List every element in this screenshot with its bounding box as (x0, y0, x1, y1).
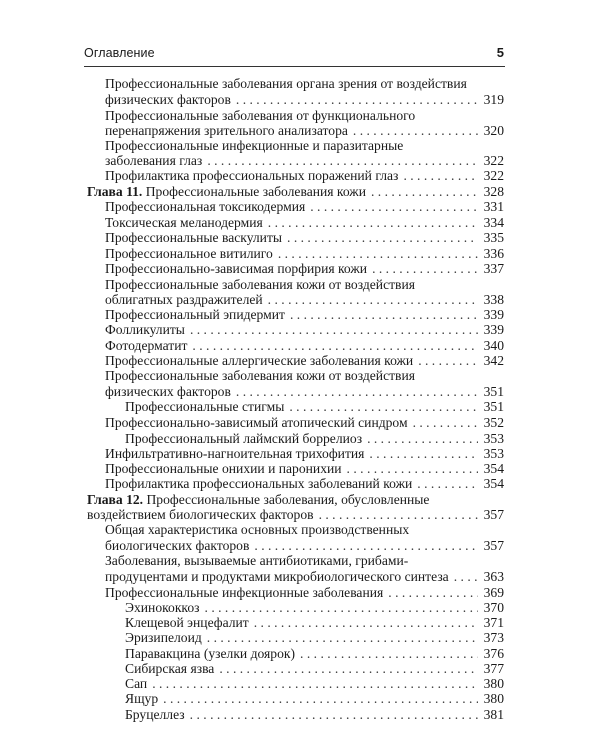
dot-leader (254, 538, 478, 554)
toc-entry-line (105, 415, 504, 431)
toc-page-number: 351 (483, 384, 504, 399)
toc-entry-title (125, 630, 202, 646)
toc-entry-line (105, 215, 504, 231)
toc-entry-text: физических факторов (105, 384, 231, 399)
dot-leader (347, 461, 478, 477)
dot-leader (454, 569, 478, 585)
dot-leader (236, 384, 478, 400)
toc-page-number: 363 (483, 569, 504, 584)
toc-entry-title (105, 199, 305, 215)
running-header-title: Оглавление (84, 46, 155, 60)
toc-entry-line (105, 476, 504, 492)
toc-entry-text: Паравакцина (узелки доярок) (125, 646, 296, 661)
toc-entry-title (125, 600, 200, 616)
toc-page-number: 319 (483, 92, 504, 107)
toc-entry-title (105, 384, 231, 400)
dot-leader (418, 353, 478, 369)
dot-leader (207, 630, 478, 646)
toc-page-number: 322 (483, 153, 504, 168)
toc-page-number: 335 (483, 230, 504, 245)
dot-leader (388, 585, 478, 601)
toc-entry-line (125, 600, 504, 616)
toc-entry-title (105, 246, 273, 262)
toc-entry-title (125, 707, 185, 723)
dot-leader (367, 431, 478, 447)
toc-entry-title (105, 153, 202, 169)
page-number: 5 (496, 45, 504, 60)
toc-entry-line (105, 307, 504, 323)
toc-entry-line (105, 108, 415, 124)
toc-entry-title (105, 138, 403, 153)
toc-entry-text: Бруцеллез (125, 707, 185, 722)
dot-leader (152, 676, 478, 692)
toc-entry-text: Профессиональные стигмы (125, 399, 285, 414)
toc-entry-line (125, 691, 504, 707)
toc-entry-text: Заболевания, вызываемые антибиотиками, грибами- (105, 553, 409, 568)
toc-entry-line (105, 461, 504, 477)
toc-entry-line (105, 522, 409, 538)
toc-entry-text: облигатных раздражителей (105, 292, 263, 307)
dot-leader (287, 230, 478, 246)
chapter-number: Глава 12. (87, 492, 147, 507)
toc-page-number: 381 (483, 707, 504, 722)
dot-leader (254, 615, 478, 631)
toc-entry-text: Профессиональные аллергические заболевания кожи (105, 353, 414, 368)
toc-entry-title (125, 661, 214, 677)
dot-leader (219, 661, 478, 677)
toc-entry-text: Профессиональные заболевания кожи от воздействия (105, 368, 415, 383)
dot-leader (207, 153, 478, 169)
toc-entry-line (105, 292, 504, 308)
toc-page-number: 380 (483, 676, 504, 691)
toc-entry-text: Профессиональные заболевания кожи от воздействия (105, 277, 415, 292)
toc-entry-line (105, 168, 504, 184)
toc-entry-title (105, 353, 413, 369)
toc-entry-text: Профессионально-зависимая порфирия кожи (105, 261, 368, 276)
toc-entry-line (105, 199, 504, 215)
toc-entry-line (105, 246, 504, 262)
toc-page-number: 328 (483, 184, 504, 199)
toc-page-number: 322 (483, 168, 504, 183)
toc-page-number: 352 (483, 415, 504, 430)
toc-entry-text: Профессиональные онихии и паронихии (105, 461, 342, 476)
toc-entry-line (125, 646, 504, 662)
toc-entry-title (105, 261, 367, 277)
toc-entry-title (105, 461, 342, 477)
toc-entry-title (105, 292, 263, 308)
toc-entry-text: заболевания глаз (105, 153, 203, 168)
dot-leader (290, 307, 478, 323)
toc-entry-text: физических факторов (105, 92, 231, 107)
toc-entry-title (105, 368, 415, 383)
toc-entry-text: Профессиональные заболевания кожи (145, 184, 366, 199)
toc-entry-title (105, 168, 398, 184)
toc-page-number: 351 (483, 399, 504, 414)
toc-entry-line (105, 230, 504, 246)
dot-leader (372, 261, 478, 277)
toc-entry-title (125, 691, 158, 707)
toc-entry-title (105, 476, 412, 492)
dot-leader (403, 168, 478, 184)
toc-entry-title (125, 615, 249, 631)
toc-entry-text: Фолликулиты (105, 322, 185, 337)
toc-page-number: 337 (483, 261, 504, 276)
toc-entry-title (125, 646, 295, 662)
dot-leader (413, 415, 478, 431)
toc-entry-title (105, 123, 348, 139)
toc-page-number: 376 (483, 646, 504, 661)
toc-entry-title (125, 431, 362, 447)
header-rule (84, 66, 505, 67)
dot-leader (300, 646, 478, 662)
toc-entry-title (125, 676, 147, 692)
toc-entry-title (105, 322, 185, 338)
toc-entry-line (105, 553, 408, 569)
toc-entry-text: Клещевой энцефалит (125, 615, 249, 630)
toc-entry-text: биологических факторов (105, 538, 250, 553)
toc-entry-text: Профессиональные заболевания от функционального (105, 108, 416, 123)
toc-page-number: 357 (483, 507, 504, 522)
toc-entry-title (87, 184, 366, 200)
toc-entry-line (105, 123, 504, 139)
dot-leader (236, 92, 478, 108)
toc-chapter-line (87, 492, 429, 508)
toc-entry-title (105, 215, 263, 231)
toc-entry-text: Сибирская язва (125, 661, 215, 676)
toc-entry-text: Профилактика профессиональных поражений глаз (105, 168, 399, 183)
toc-entry-text: Профессиональные инфекционные заболевания (105, 585, 384, 600)
toc-page-number: 338 (483, 292, 504, 307)
toc-page-number: 369 (483, 585, 504, 600)
toc-entry-title (105, 585, 383, 601)
toc-entry-text: Профессиональная токсикодермия (105, 199, 306, 214)
toc-entry-text: воздействием биологических факторов (87, 507, 314, 522)
toc-entry-line (105, 368, 415, 384)
toc-chapter-line (87, 184, 504, 200)
toc-chapter-line (87, 507, 504, 523)
toc-entry-text: Эризипелоид (125, 630, 202, 645)
toc-entry-text: Профессиональные инфекционные и паразитарные (105, 138, 404, 153)
toc-entry-text: продуцентами и продуктами микробиологического синтеза (105, 569, 449, 584)
toc-entry-title (105, 307, 285, 323)
toc-entry-text: Профессиональные заболевания, обусловленные (146, 492, 430, 507)
dot-leader (205, 600, 478, 616)
toc-page-number: 353 (483, 431, 504, 446)
toc-entry-line (105, 322, 504, 338)
toc-entry-line (105, 353, 504, 369)
toc-entry-line (105, 446, 504, 462)
toc-entry-line (125, 431, 504, 447)
toc-entry-title (105, 76, 467, 91)
toc-page-number: 357 (483, 538, 504, 553)
toc-entry-title (105, 538, 249, 554)
toc-entry-line (105, 585, 504, 601)
toc-entry-title (105, 446, 364, 462)
toc-page-number: 353 (483, 446, 504, 461)
toc-page-number: 354 (483, 476, 504, 491)
running-header (84, 46, 504, 66)
toc-entry-line (105, 569, 504, 585)
toc-entry-title (105, 277, 415, 292)
toc-entry-line (125, 399, 504, 415)
toc-entry-line (125, 615, 504, 631)
dot-leader (190, 707, 478, 723)
dot-leader (163, 691, 478, 707)
toc-entry-text: Профилактика профессиональных заболеваний кожи (105, 476, 413, 491)
toc-entry-title (105, 415, 408, 431)
toc-page-number: 334 (483, 215, 504, 230)
toc-entry-title (105, 569, 449, 585)
dot-leader (369, 446, 478, 462)
dot-leader (190, 322, 478, 338)
dot-leader (268, 292, 478, 308)
toc-entry-text: Профессиональные васкулиты (105, 230, 283, 245)
toc-entry-text: Профессиональные заболевания органа зрения от воздействия (105, 76, 467, 91)
toc-entry-text: Профессиональный лаймский боррелиоз (125, 431, 363, 446)
toc-entry-line (105, 153, 504, 169)
toc-entry-line (105, 538, 504, 554)
toc-entry-text: Профессиональный эпидермит (105, 307, 285, 322)
toc-page-number: 320 (483, 123, 504, 138)
toc-entry-text: Профессиональное витилиго (105, 246, 273, 261)
toc-entry-title (105, 108, 415, 123)
toc-entry-line (105, 277, 415, 293)
dot-leader (278, 246, 478, 262)
dot-leader (289, 399, 478, 415)
toc-entry-line (125, 661, 504, 677)
dot-leader (371, 184, 478, 200)
toc-entry-text: Ящур (125, 691, 159, 706)
toc-page-number: 377 (483, 661, 504, 676)
toc-page-number: 331 (483, 199, 504, 214)
toc-entry-line (105, 338, 504, 354)
toc-entry-line (105, 76, 467, 92)
toc-page-number: 371 (483, 615, 504, 630)
toc-entry-text: Фотодерматит (105, 338, 188, 353)
toc-entry-line (105, 92, 504, 108)
toc-entry-text: Токсическая меланодермия (105, 215, 263, 230)
toc-page-number: 354 (483, 461, 504, 476)
toc-page-number: 380 (483, 691, 504, 706)
dot-leader (353, 123, 478, 139)
toc-entry-title (125, 399, 284, 415)
toc-entry-line (125, 676, 504, 692)
toc-entry-text: Инфильтративно-нагноительная трихофития (105, 446, 365, 461)
toc-page-number: 342 (483, 353, 504, 368)
toc-entry-title (105, 92, 231, 108)
toc-page-number: 339 (483, 307, 504, 322)
dot-leader (417, 476, 478, 492)
toc-page-number: 373 (483, 630, 504, 645)
chapter-number: Глава 11. (87, 184, 146, 199)
toc-entry-line (105, 384, 504, 400)
toc-page-number: 340 (483, 338, 504, 353)
toc-entry-title (87, 492, 429, 507)
toc-entry-title (87, 507, 314, 523)
toc-entry-text: Сап (125, 676, 148, 691)
toc-entry-line (105, 261, 504, 277)
toc-entry-text: Эхинококкоз (125, 600, 200, 615)
dot-leader (268, 215, 478, 231)
toc-entry-title (105, 522, 409, 537)
dot-leader (192, 338, 478, 354)
toc-page-number: 336 (483, 246, 504, 261)
dot-leader (310, 199, 478, 215)
toc-page-number: 339 (483, 322, 504, 337)
toc-entry-text: Общая характеристика основных производственных (105, 522, 410, 537)
toc-entry-title (105, 553, 408, 568)
dot-leader (319, 507, 478, 523)
toc-entry-text: перенапряжения зрительного анализатора (105, 123, 348, 138)
toc-entry-line (105, 138, 403, 154)
toc-entry-line (125, 630, 504, 646)
toc-entry-line (125, 707, 504, 723)
toc-entry-title (105, 338, 187, 354)
toc-entry-title (105, 230, 282, 246)
toc-entry-text: Профессионально-зависимый атопический синдром (105, 415, 408, 430)
toc-page-number: 370 (483, 600, 504, 615)
